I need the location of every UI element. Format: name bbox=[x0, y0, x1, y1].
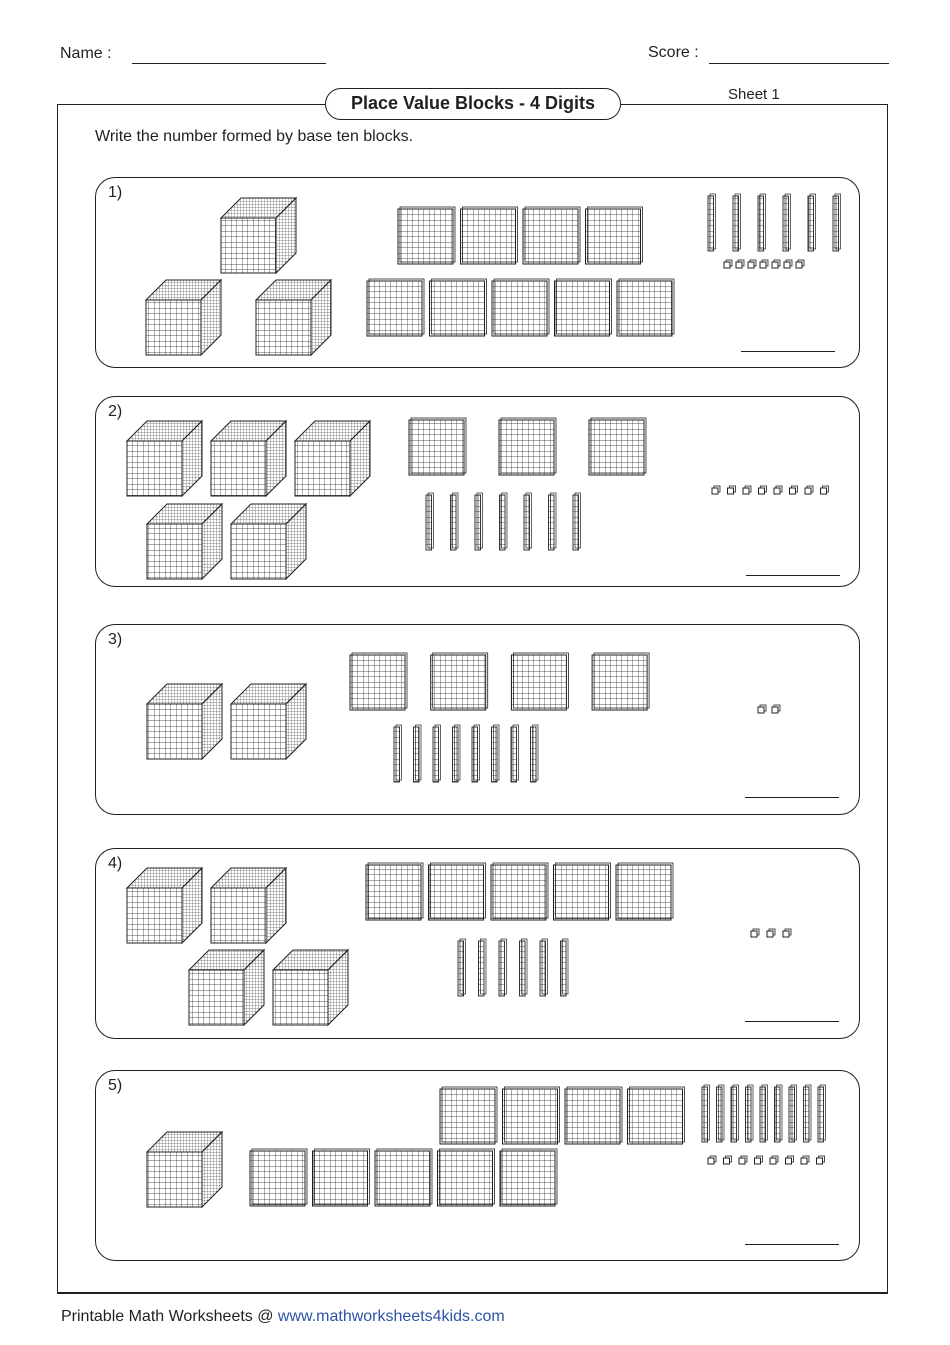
one-unit bbox=[786, 1156, 794, 1164]
thousand-cube bbox=[189, 950, 264, 1025]
hundred-flat bbox=[350, 653, 407, 710]
ten-rod bbox=[426, 493, 434, 550]
hundred-flat bbox=[250, 1149, 307, 1206]
ten-rod bbox=[451, 493, 459, 550]
ten-rod bbox=[708, 194, 716, 251]
one-unit bbox=[708, 1156, 716, 1164]
ten-rod bbox=[818, 1085, 826, 1142]
problem-number: 4) bbox=[108, 855, 123, 872]
ten-rod bbox=[775, 1085, 783, 1142]
ten-rod bbox=[433, 725, 441, 782]
one-unit bbox=[821, 486, 829, 494]
ten-rod bbox=[561, 939, 569, 996]
hundred-flat bbox=[555, 279, 612, 336]
one-unit bbox=[790, 486, 798, 494]
problem-number: 1) bbox=[108, 184, 123, 201]
instruction-text: Write the number formed by base ten blocks. bbox=[95, 128, 414, 145]
thousand-cube bbox=[295, 421, 370, 496]
thousand-cube bbox=[231, 504, 306, 579]
hundred-flat bbox=[586, 207, 643, 264]
one-unit bbox=[748, 260, 756, 268]
ten-rod bbox=[520, 939, 528, 996]
one-unit bbox=[796, 260, 804, 268]
ten-rod bbox=[733, 194, 741, 251]
ten-rod bbox=[758, 194, 766, 251]
ten-rod bbox=[731, 1085, 739, 1142]
ten-rod bbox=[500, 493, 508, 550]
one-unit bbox=[743, 486, 751, 494]
ten-rod bbox=[760, 1085, 768, 1142]
ten-rod bbox=[540, 939, 548, 996]
one-unit bbox=[774, 486, 782, 494]
hundred-flat bbox=[511, 653, 568, 710]
one-unit bbox=[759, 486, 767, 494]
thousand-cube bbox=[147, 684, 222, 759]
footer-prefix: Printable Math Worksheets @ bbox=[61, 1308, 278, 1325]
one-unit bbox=[772, 705, 780, 713]
hundred-flat bbox=[503, 1087, 560, 1144]
thousand-cube bbox=[231, 684, 306, 759]
thousand-cube bbox=[221, 198, 296, 273]
hundred-flat bbox=[492, 279, 549, 336]
hundred-flat bbox=[367, 279, 424, 336]
hundred-flat bbox=[461, 207, 518, 264]
footer-link[interactable]: www.mathworksheets4kids.com bbox=[277, 1308, 505, 1325]
one-unit bbox=[772, 260, 780, 268]
one-unit bbox=[784, 260, 792, 268]
hundred-flat bbox=[589, 418, 646, 475]
score-label: Score : bbox=[648, 44, 699, 61]
hundred-flat bbox=[430, 279, 487, 336]
ten-rod bbox=[746, 1085, 754, 1142]
name-label: Name : bbox=[60, 45, 112, 62]
hundred-flat bbox=[592, 653, 649, 710]
hundred-flat bbox=[565, 1087, 622, 1144]
hundred-flat bbox=[491, 863, 548, 920]
ten-rod bbox=[414, 725, 422, 782]
ten-rod bbox=[549, 493, 557, 550]
hundred-flat bbox=[375, 1149, 432, 1206]
ten-rod bbox=[804, 1085, 812, 1142]
one-unit bbox=[751, 929, 759, 937]
one-unit bbox=[767, 929, 775, 937]
one-unit bbox=[712, 486, 720, 494]
problem-number: 2) bbox=[108, 403, 123, 420]
thousand-cube bbox=[256, 280, 331, 355]
thousand-cube bbox=[273, 950, 348, 1025]
one-unit bbox=[739, 1156, 747, 1164]
hundred-flat bbox=[438, 1149, 495, 1206]
problem-number: 5) bbox=[108, 1077, 123, 1094]
problem-number: 3) bbox=[108, 631, 123, 648]
one-unit bbox=[758, 705, 766, 713]
hundred-flat bbox=[499, 418, 556, 475]
hundred-flat bbox=[554, 863, 611, 920]
ten-rod bbox=[524, 493, 532, 550]
hundred-flat bbox=[366, 863, 423, 920]
hundred-flat bbox=[429, 863, 486, 920]
one-unit bbox=[724, 1156, 732, 1164]
hundred-flat bbox=[409, 418, 466, 475]
ten-rod bbox=[492, 725, 500, 782]
hundred-flat bbox=[523, 207, 580, 264]
one-unit bbox=[755, 1156, 763, 1164]
one-unit bbox=[805, 486, 813, 494]
thousand-cube bbox=[211, 868, 286, 943]
hundred-flat bbox=[628, 1087, 685, 1144]
ten-rod bbox=[472, 725, 480, 782]
one-unit bbox=[801, 1156, 809, 1164]
hundred-flat bbox=[431, 653, 488, 710]
hundred-flat bbox=[616, 863, 673, 920]
thousand-cube bbox=[211, 421, 286, 496]
thousand-cube bbox=[147, 504, 222, 579]
thousand-cube bbox=[147, 1132, 222, 1207]
hundred-flat bbox=[500, 1149, 557, 1206]
one-unit bbox=[783, 929, 791, 937]
ten-rod bbox=[394, 725, 402, 782]
one-unit bbox=[760, 260, 768, 268]
one-unit bbox=[736, 260, 744, 268]
one-unit bbox=[728, 486, 736, 494]
ten-rod bbox=[717, 1085, 725, 1142]
ten-rod bbox=[702, 1085, 710, 1142]
thousand-cube bbox=[146, 280, 221, 355]
one-unit bbox=[724, 260, 732, 268]
ten-rod bbox=[808, 194, 816, 251]
ten-rod bbox=[789, 1085, 797, 1142]
thousand-cube bbox=[127, 868, 202, 943]
thousand-cube bbox=[127, 421, 202, 496]
ten-rod bbox=[499, 939, 507, 996]
hundred-flat bbox=[313, 1149, 370, 1206]
ten-rod bbox=[783, 194, 791, 251]
ten-rod bbox=[453, 725, 461, 782]
one-unit bbox=[817, 1156, 825, 1164]
ten-rod bbox=[479, 939, 487, 996]
hundred-flat bbox=[440, 1087, 497, 1144]
hundred-flat bbox=[617, 279, 674, 336]
hundred-flat bbox=[398, 207, 455, 264]
ten-rod bbox=[531, 725, 539, 782]
ten-rod bbox=[833, 194, 841, 251]
one-unit bbox=[770, 1156, 778, 1164]
footer bbox=[61, 1308, 505, 1326]
ten-rod bbox=[511, 725, 519, 782]
worksheet-title: Place Value Blocks - 4 Digits bbox=[325, 88, 621, 120]
ten-rod bbox=[458, 939, 466, 996]
ten-rod bbox=[573, 493, 581, 550]
ten-rod bbox=[475, 493, 483, 550]
sheet-label: Sheet 1 bbox=[728, 86, 780, 103]
